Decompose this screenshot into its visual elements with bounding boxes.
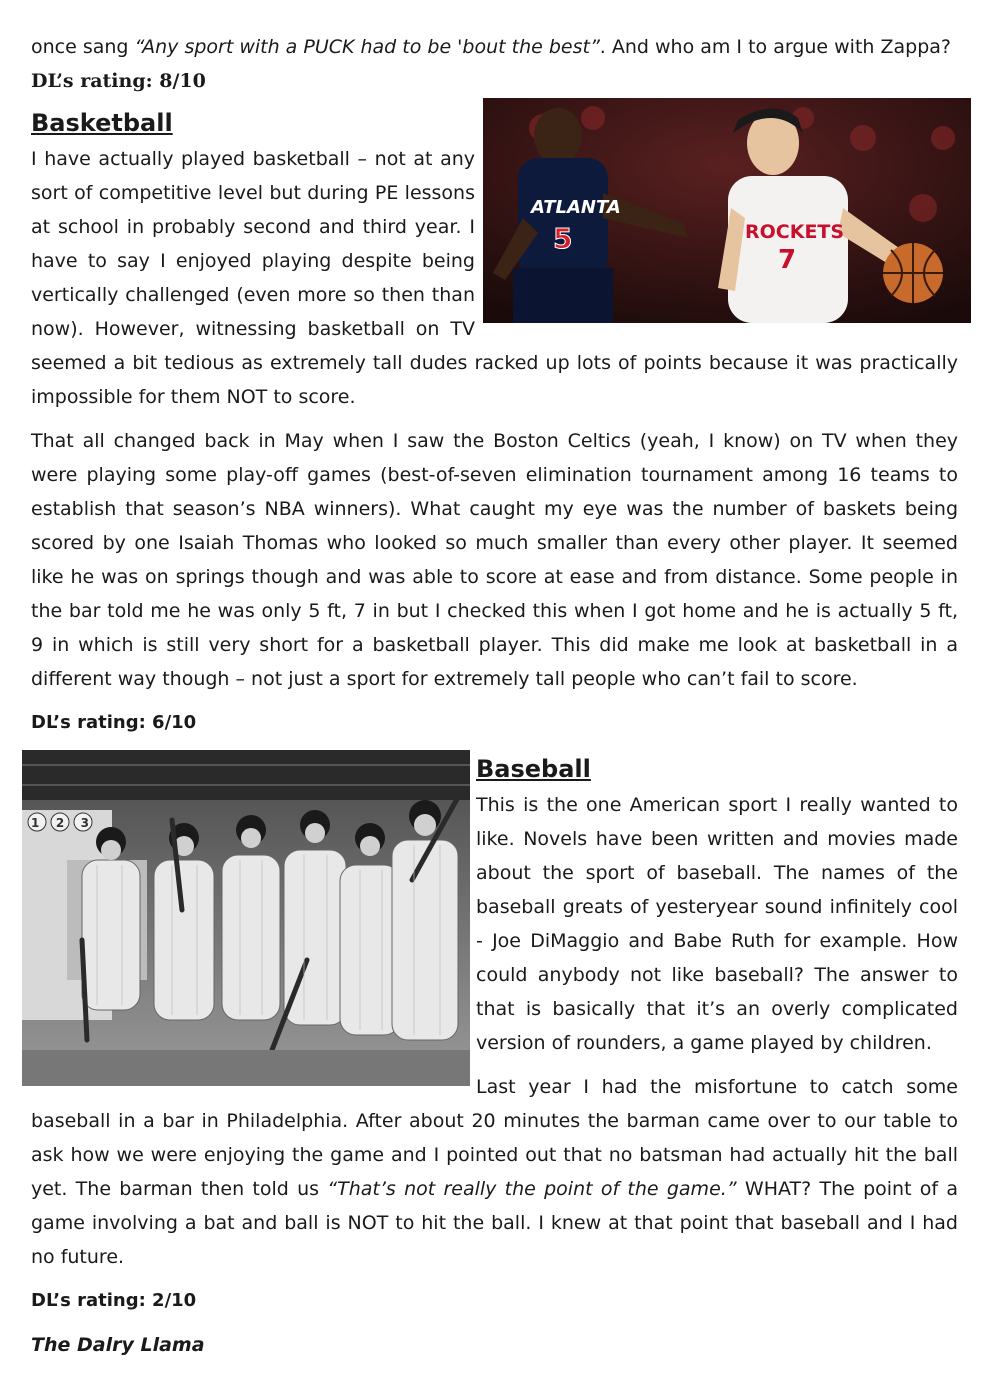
baseball-p2-before: Last year I had the misfortune to catch some baseball in a bar in Philadelphia. After about 20 minutes the barman came over to our table to ask how we were enjoying the game and I pointed out that no batsman had actually hit the ball yet. The barman then told us [31,1076,958,1200]
zappa-quote: “Any sport with a PUCK had to be 'bout the best” [134,36,600,58]
baseball-rating: DL’s rating: 2/10 [31,1290,197,1311]
hockey-rating: DL’s rating: 8/10 [31,70,206,92]
baseball-p2-after: WHAT? The point of a game involving a bat and ball is NOT to hit the ball. I knew at that point that baseball and I had no future. [31,1178,959,1268]
basketball-paragraph-2: That all changed back in May when I saw the Boston Celtics (yeah, I know) on TV when they were playing some play-off games (best-of-seven elimination tournament among 16 teams to establish that season’s NBA winners). What caught my eye was the number of baskets being scored by one Isaiah Thomas who looked so much smaller than every other player. It seemed like he was on springs though and was able to score at ease and from distance. Some people in the bar told me he was only 5 ft, 7 in but I checked this when I got home and he is actually 5 ft, 9 in which is still very short for a basketball player. This did make me look at basketball in a different way though – not just a sport for extremely tall people who can’t fail to score. [31,430,958,690]
intro-paragraph [31,30,958,64]
basketball-heading: Basketball [31,109,173,137]
baseball-photo [22,750,470,1086]
intro-text-before: once sang [31,36,135,58]
jersey-left-number: 5 [553,222,573,255]
baseball-paragraph-1: This is the one American sport I really wanted to like. Novels have been written and movies made about the sport of baseball. The names of the baseball greats of yesteryear sound infinitely cool - Joe DiMaggio and Babe Ruth for example. How could anybody not like baseball? The answer to that is basically that it’s an overly complicated version of rounders, a game played by children. [476,794,958,1054]
station-sign: 1 2 3 [31,816,89,830]
author-signature: The Dalry Llama [31,1334,205,1356]
jersey-left-team: ATLANTA [531,197,621,218]
basketball-rating: DL’s rating: 6/10 [31,712,197,733]
basketball-photo [483,98,971,323]
basketball-paragraph-1: I have actually played basketball – not at any sort of competitive level but during PE lessons at school in probably second and third year. I have to say I enjoyed playing despite being vertically challenged (even more so then than now). However, witnessing basketball on TV seemed a bit tedious as extremely tall dudes racked up lots of points because it was practically impossible for them NOT to score. [31,148,958,408]
barman-quote: “That’s not really the point of the game.” [327,1178,737,1200]
jersey-right-team: ROCKETS [745,221,845,243]
intro-text-after: . And who am I to argue with Zappa? [599,36,952,58]
baseball-paragraph-2 [31,1070,958,1274]
article-page [31,30,958,1362]
baseball-heading: Baseball [476,755,591,783]
jersey-right-number: 7 [778,245,797,275]
